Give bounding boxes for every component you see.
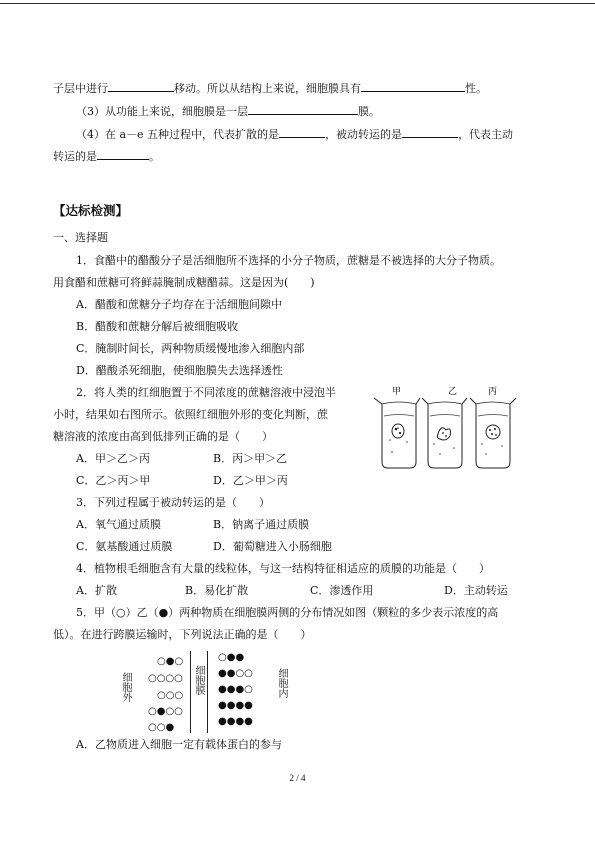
inside-row: ○●●: [218, 652, 245, 663]
outside-label-text: 细胞外: [120, 672, 131, 702]
outside-row: ○●○: [157, 656, 184, 667]
section-subtitle: 一、选择题: [53, 231, 108, 244]
fill-blank[interactable]: [279, 126, 325, 138]
q5-option-a[interactable]: A．乙物质进入细胞一定有载体蛋白的参与: [76, 738, 282, 751]
q2-option-a[interactable]: A．甲＞乙＞丙: [76, 452, 150, 465]
text: 膜。: [358, 105, 380, 118]
q2-option-c[interactable]: C．乙＞丙＞甲: [76, 474, 151, 487]
beaker-label-jia: 甲: [392, 387, 402, 397]
text: 性。: [465, 82, 487, 95]
fill-blank[interactable]: [361, 80, 465, 92]
beaker-jia: [374, 386, 420, 468]
q1-option-d[interactable]: D．醋酸杀死细胞，使细胞膜失去选择透性: [76, 364, 283, 377]
text: （4）在 a－e 五种过程中，代表扩散的是: [76, 128, 280, 141]
q2-option-b[interactable]: B．丙＞甲＞乙: [213, 452, 288, 465]
q5-stem-1: 5．甲（○）乙（●）两种物质在细胞膜两侧的分布情况如图（颗粒的多少表示浓度的高: [76, 606, 499, 619]
q1-option-b[interactable]: B．醋酸和蔗糖分解后被细胞吸收: [76, 320, 239, 333]
beaker-label-bing: 丙: [488, 387, 498, 397]
outside-label: [120, 672, 131, 705]
outside-row: ○●○○: [148, 706, 183, 717]
inside-row: ●●○○: [218, 668, 253, 679]
outside-row: ○○○: [157, 690, 184, 701]
inside-row: ●●●○: [218, 684, 253, 695]
membrane-label: [193, 665, 204, 698]
cell-bing: [486, 425, 500, 439]
inside-label: [276, 668, 287, 701]
text: （3）从功能上来说，细胞膜是一层: [76, 105, 248, 118]
page-number: 2 / 4: [289, 773, 306, 783]
text: 移动。所以从结构上来说，细胞膜具有: [174, 82, 361, 95]
q4-option-a[interactable]: A．扩散: [76, 584, 117, 597]
q3-option-d[interactable]: D．葡萄糖进入小肠细胞: [213, 540, 332, 553]
q3-option-a[interactable]: A．氧气通过质膜: [76, 518, 161, 531]
section-title: 【达标检测】: [53, 203, 129, 218]
inside-row: ●●●●: [218, 716, 253, 727]
q4-option-b[interactable]: B．易化扩散: [185, 584, 249, 597]
q1-option-c[interactable]: C．腌制时间长，两种物质缓慢地渗入细胞内部: [76, 342, 305, 355]
fill-blank[interactable]: [97, 148, 149, 160]
q2-stem-1: 2．将人类的红细胞置于不同浓度的蔗糖溶液中浸泡半: [76, 386, 336, 399]
top-line-3: [76, 126, 513, 140]
inside-row: ●●●●: [218, 700, 253, 711]
q4-stem: 4．植物根毛细胞含有大量的线粒体，与这一结构特征相适应的质膜的功能是（ ）: [76, 562, 490, 575]
cell-yi: [437, 428, 450, 440]
q3-option-b[interactable]: B．钠离子通过质膜: [213, 518, 310, 531]
fill-blank[interactable]: [108, 80, 174, 92]
q1-stem-2: 用食醋和蔗糖可将鲜蒜腌制成糖醋蒜。这是因为( ): [53, 276, 315, 289]
cell-jia: [392, 424, 404, 438]
q1-stem-1: 1．食醋中的醋酸分子是活细胞所不选择的小分子物质，蔗糖是不被选择的大分子物质。: [76, 254, 501, 267]
beaker-bing: [470, 386, 516, 468]
page-top-rule: [0, 3, 595, 4]
q4-option-c[interactable]: C．渗透作用: [310, 584, 374, 597]
outside-row: ○○○○: [148, 673, 183, 684]
text: ，被动转运的是: [325, 128, 403, 141]
top-line-4: [53, 148, 160, 162]
top-line-2: [76, 103, 380, 117]
beaker-yi: [422, 386, 467, 468]
top-line-1: [53, 80, 487, 94]
q2-stem-2: 小时，结果如右图所示。依照红细胞外形的变化判断，蔗: [53, 408, 328, 421]
membrane-band: [190, 651, 208, 733]
membrane-label-text: 细胞膜: [193, 665, 204, 695]
fill-blank[interactable]: [402, 126, 458, 138]
beaker-figure: [370, 382, 520, 472]
outside-row: ○○●: [148, 722, 175, 733]
fill-blank[interactable]: [248, 103, 358, 115]
text: 。: [149, 150, 160, 163]
q3-option-c[interactable]: C．氨基酸通过质膜: [76, 540, 173, 553]
beaker-label-yi: 乙: [448, 387, 458, 397]
q5-stem-2: 低）。在进行跨膜运输时，下列说法正确的是（ ）: [53, 628, 312, 641]
inside-label-text: 细胞内: [276, 668, 287, 698]
q4-option-d[interactable]: D．主动转运: [444, 584, 508, 597]
q2-stem-3: 糖溶液的浓度由高到低排列正确的是（ ）: [53, 430, 273, 443]
text: 转运的是: [53, 150, 97, 163]
q3-stem: 3．下列过程属于被动转运的是（ ）: [76, 496, 270, 509]
text: 子层中进行: [53, 82, 108, 95]
q2-option-d[interactable]: D．乙＞甲＞丙: [213, 474, 288, 487]
q1-option-a[interactable]: A．醋酸和蔗糖分子均存在于活细胞间隙中: [76, 298, 282, 311]
text: ，代表主动: [458, 128, 514, 141]
